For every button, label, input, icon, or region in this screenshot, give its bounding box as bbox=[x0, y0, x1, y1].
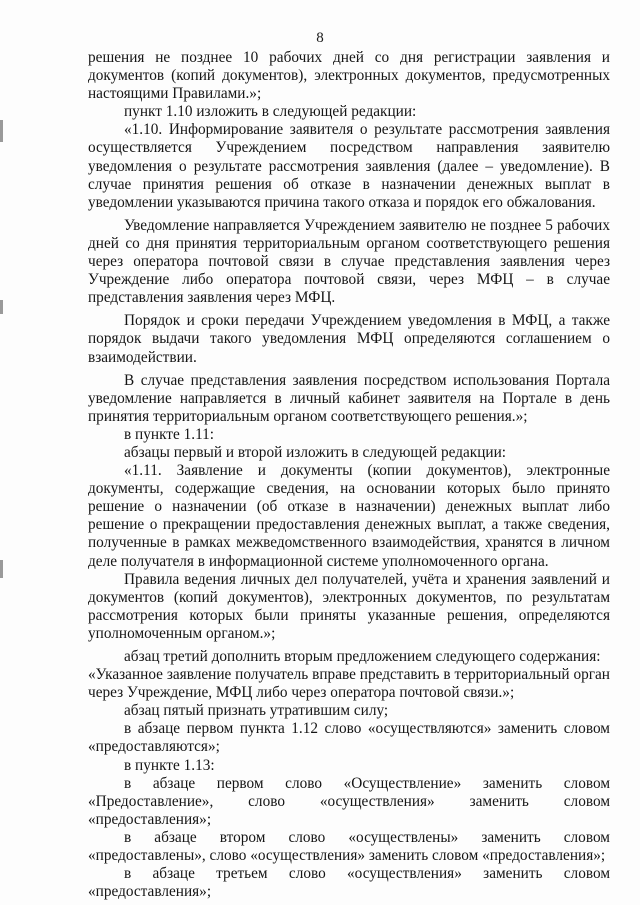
paragraph: «1.10. Информирование заявителя о результате рассмотрения заявления осуществляется Учреждением посредством направления заявителю уведомления о результате рассмотрения заявления (далее – уведомление). В случае принятия решения об отказе в назначении денежных выплат в уведомлении указываются причина такого отказа и порядок его обжалования. bbox=[88, 121, 610, 211]
scan-edge-mark bbox=[0, 300, 3, 314]
paragraph: «Указанное заявление получатель вправе представить в территориальный орган через Учреждение, МФЦ либо через оператора почтовой связи.»; bbox=[88, 666, 610, 702]
document-body bbox=[88, 49, 610, 901]
paragraph: решения не позднее 10 рабочих дней со дня регистрации заявления и документов (копий документов), электронных документов, предусмотренных настоящими Правилами.»; bbox=[88, 49, 610, 103]
paragraph: в пункте 1.11: bbox=[124, 425, 215, 443]
paragraph: пункт 1.10 изложить в следующей редакции: bbox=[124, 103, 417, 121]
scan-edge-mark bbox=[0, 120, 3, 142]
paragraph: Правила ведения личных дел получателей, учёта и хранения заявлений и документов (копий документов), электронных документов, по результатам рассмотрения которых были приняты указанные решения, определяются уполномоченным органом.»; bbox=[88, 570, 610, 642]
scan-edge-mark bbox=[0, 560, 3, 578]
paragraph: Уведомление направляется Учреждением заявителю не позднее 5 рабочих дней со дня принятия территориальным органом соответствующего решения через оператора почтовой связи в случае представления заявления через Учреждение либо оператора почтовой связи, через МФЦ – в случае представления заявления через МФЦ. bbox=[88, 216, 610, 307]
paragraph: в абзаце третьем слово «осуществления» заменить словом «предоставления»; bbox=[88, 865, 610, 901]
paragraph: «1.11. Заявление и документы (копии документов), электронные документы, содержащие сведения, на основании которых было принято решение о назначении (об отказе в назначении) денежных выплат либо решение о прекращении предоставления денежных выплат, а также сведения, полученные в рамках межведомственного взаимодействия, хранятся в личном деле получателя в информационной системе уполномоченного органа. bbox=[88, 462, 610, 570]
paragraph: в абзаце первом пункта 1.12 слово «осуществляются» заменить словом «предоставляются»; bbox=[88, 720, 610, 756]
paragraph: Порядок и сроки передачи Учреждением уведомления в МФЦ, а также порядок выдачи такого уведомления МФЦ определяются соглашением о взаимодействии. bbox=[88, 312, 610, 366]
paragraph: абзац пятый признать утратившим силу; bbox=[124, 702, 389, 720]
paragraph: абзац третий дополнить вторым предложением следующего содержания: bbox=[124, 648, 601, 665]
page-number: 8 bbox=[316, 30, 324, 46]
paragraph: в пункте 1.13: bbox=[124, 756, 215, 774]
paragraph: В случае представления заявления посредством использования Портала уведомление направляется в личный кабинет заявителя на Портале в день принятия территориальным органом соответствующего решения.»; bbox=[88, 371, 610, 425]
paragraph: в абзаце первом слово «Осуществление» заменить словом «Предоставление», слово «осуществления» заменить словом «предоставления»; bbox=[88, 774, 610, 828]
paragraph: в абзаце втором слово «осуществлены» заменить словом «предоставлены», слово «осуществления» заменить словом «предоставления»; bbox=[88, 828, 610, 865]
paragraph: абзацы первый и второй изложить в следующей редакции: bbox=[124, 443, 507, 461]
